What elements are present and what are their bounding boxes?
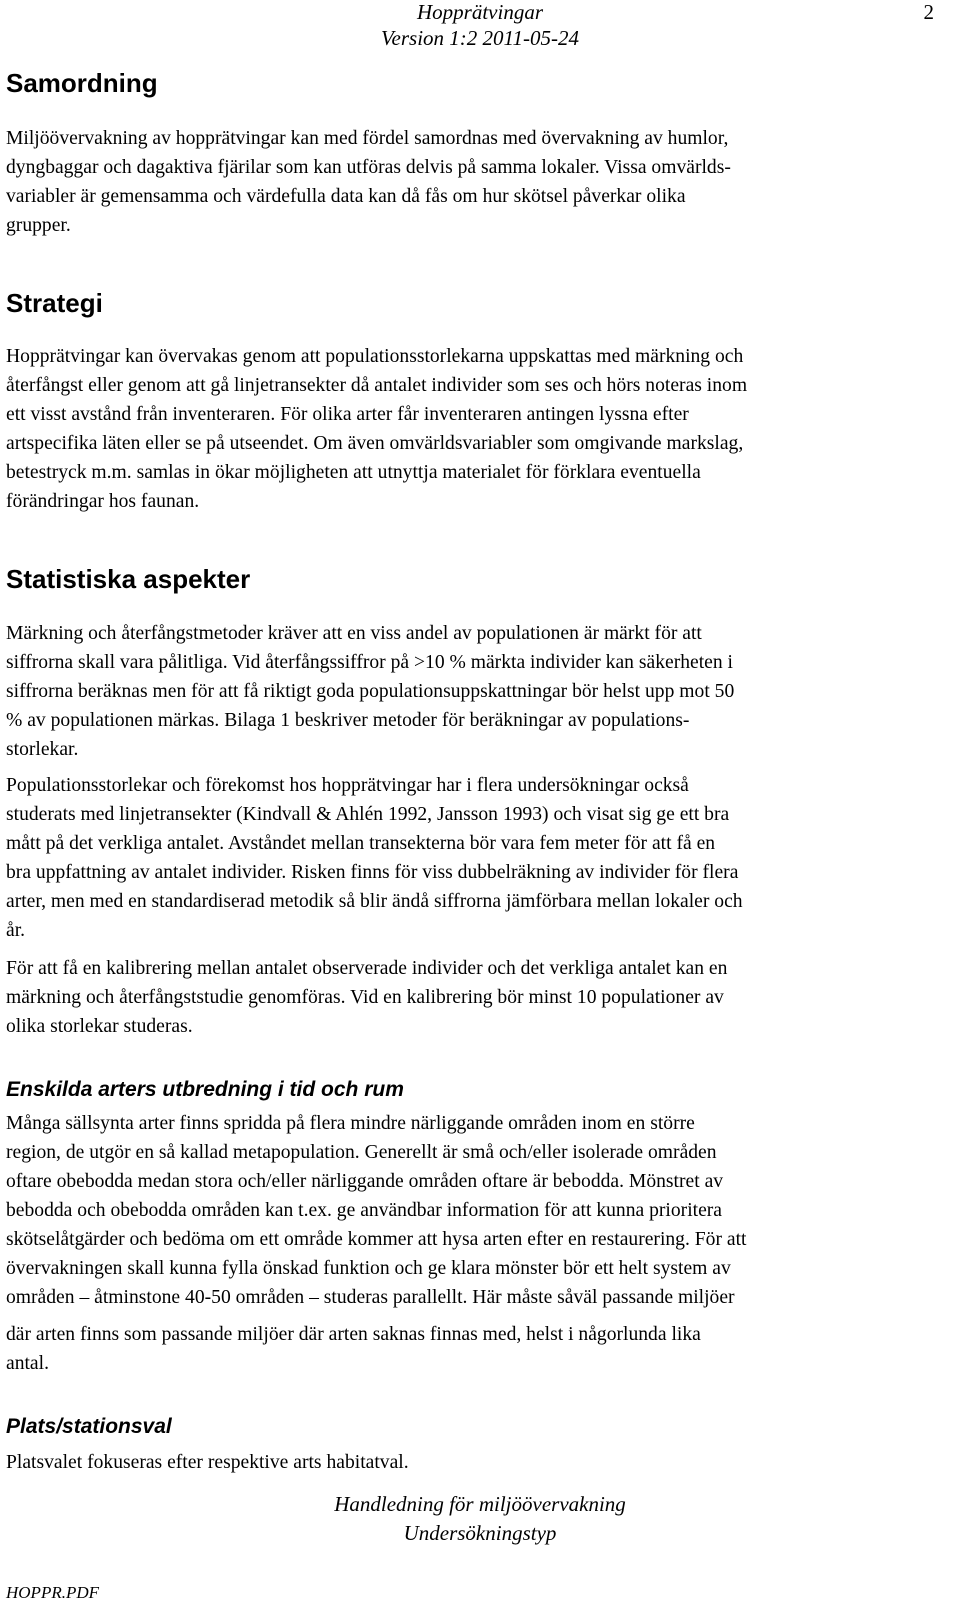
text-line: siffrorna skall vara pålitliga. Vid återfångssiffror på >10 % märkta individer kan säkerheten i: [6, 652, 733, 673]
heading-strategi: Strategi: [6, 288, 103, 318]
paragraph-statistiska-2: [6, 771, 946, 945]
footer-line-2: Undersökningstyp: [403, 1521, 557, 1545]
page-number: 2: [923, 0, 934, 24]
footer-source: HOPPR.PDF: [6, 1583, 100, 1602]
heading-samordning: Samordning: [6, 68, 158, 98]
text-line: övervakningen skall kunna fylla önskad funktion och ge klara mönster bör ett helt system av: [6, 1258, 731, 1279]
text-line: förändringar hos faunan.: [6, 491, 200, 512]
text-line: Miljöövervakning av hopprätvingar kan med fördel samordnas med övervakning av humlor,: [6, 128, 729, 149]
text-line: arter, men med en standardiserad metodik så blir ändå siffrorna jämförbara mellan lokaler och: [6, 891, 743, 912]
text-line: mått på det verkliga antalet. Avståndet mellan transekterna bör vara fem meter för att få en: [6, 833, 716, 854]
text-line: bebodda och obebodda områden kan t.ex. ge användbar information för att kunna prioritera: [6, 1200, 723, 1221]
text-line: För att få en kalibrering mellan antalet observerade individer och det verkliga antalet kan en: [6, 958, 728, 979]
paragraph-statistiska-3: [6, 954, 946, 1041]
text-line: dyngbaggar och dagaktiva fjärilar som kan utföras delvis på samma lokaler. Vissa omvärlds-: [6, 157, 731, 178]
text-line: region, de utgör en så kallad metapopulation. Generellt är små och/eller isolerade områden: [6, 1142, 717, 1163]
text-line: områden – åtminstone 40-50 områden – studeras parallellt. Här måste såväl passande miljöer: [6, 1287, 735, 1308]
header-version: Version 1:2 2011-05-24: [381, 26, 579, 50]
heading-plats-stationsval: Plats/stationsval: [6, 1415, 172, 1438]
text-line: där arten finns som passande miljöer där arten saknas finnas med, helst i någorlunda lika: [6, 1324, 701, 1345]
text-line: siffrorna beräknas men för att få riktigt goda populationsuppskattningar bör helst upp mot 50: [6, 681, 735, 702]
text-line: Märkning och återfångstmetoder kräver att en viss andel av populationen är märkt för att: [6, 623, 702, 644]
text-line: Platsvalet fokuseras efter respektive arts habitatval.: [6, 1452, 409, 1473]
text-line: märkning och återfångststudie genomföras. Vid en kalibrering bör minst 10 populationer av: [6, 987, 724, 1008]
paragraph-enskilda-2: [6, 1320, 946, 1378]
text-line: olika storlekar studeras.: [6, 1016, 193, 1037]
text-line: % av populationen märkas. Bilaga 1 beskriver metoder för beräkningar av populations-: [6, 710, 690, 731]
text-line: artspecifika läten eller se på utseendet. Om även omvärldsvariabler som omgivande markslag,: [6, 433, 744, 454]
text-line: variabler är gemensamma och värdefulla data kan då fås om hur skötsel påverkar olika: [6, 186, 686, 207]
text-line: oftare obebodda medan stora och/eller närliggande områden oftare är bebodda. Mönstret av: [6, 1171, 724, 1192]
paragraph-samordning: [6, 124, 946, 240]
text-line: ett visst avstånd från inventeraren. För olika arter får inventeraren antingen lyssna efter: [6, 404, 689, 425]
text-line: studerats med linjetransekter (Kindvall & Ahlén 1992, Jansson 1993) och visat sig ge ett bra: [6, 804, 730, 825]
heading-enskilda-arters-utbredning: Enskilda arters utbredning i tid och rum: [6, 1078, 404, 1101]
text-line: antal.: [6, 1353, 49, 1374]
text-line: år.: [6, 920, 26, 941]
footer-line-1: Handledning för miljöövervakning: [334, 1492, 626, 1516]
text-line: återfångst eller genom att gå linjetransekter då antalet individer som ses och hörs noteras inom: [6, 375, 748, 396]
text-line: Hopprätvingar kan övervakas genom att populationsstorlekarna uppskattas med märkning och: [6, 346, 744, 367]
header-title: Hopprätvingar: [417, 0, 543, 24]
text-line: storlekar.: [6, 739, 79, 760]
paragraph-strategi: [6, 342, 946, 516]
paragraph-statistiska-1: [6, 619, 946, 764]
text-line: Populationsstorlekar och förekomst hos hopprätvingar har i flera undersökningar också: [6, 775, 689, 796]
text-line: Många sällsynta arter finns spridda på flera mindre närliggande områden inom en större: [6, 1113, 695, 1134]
text-line: betestryck m.m. samlas in ökar möjligheten att utnyttja materialet för förklara eventuella: [6, 462, 701, 483]
text-line: bra uppfattning av antalet individer. Risken finns för viss dubbelräkning av individer för flera: [6, 862, 739, 883]
text-line: skötselåtgärder och bedöma om ett område kommer att hysa arten efter en restaurering. För att: [6, 1229, 747, 1250]
paragraph-enskilda-1: [6, 1109, 946, 1312]
text-line: grupper.: [6, 215, 71, 236]
heading-statistiska-aspekter: Statistiska aspekter: [6, 564, 251, 594]
paragraph-plats: [6, 1448, 946, 1477]
